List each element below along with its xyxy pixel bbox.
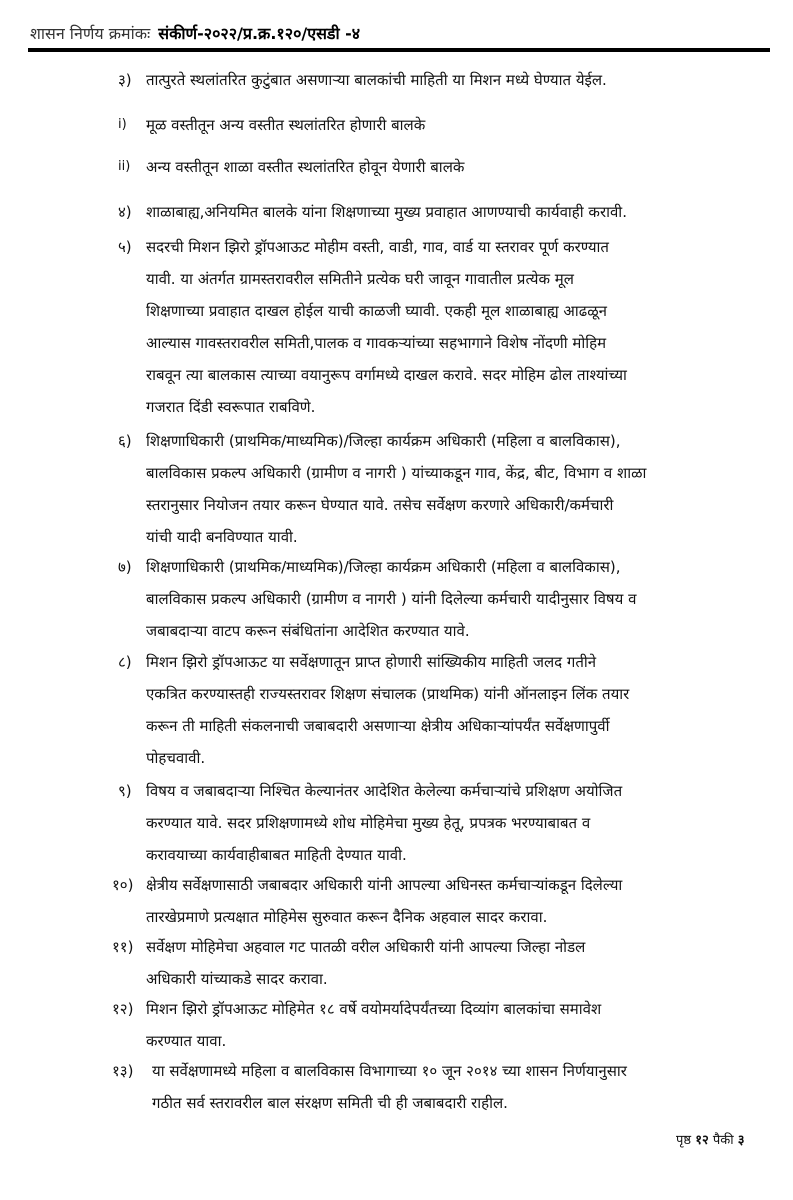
item-text-line: शिक्षणाच्या प्रवाहात दाखल होईल याची काळजी घ्यावी. एकही मूल शाळाबाह्य आढळून [146,302,607,320]
item-text-line: या सर्वेक्षणामध्ये महिला व बालविकास विभागाच्या १० जून २०१४ च्या शासन निर्णयानुसार [152,1062,627,1080]
page-word: पृष्ठ [676,1133,692,1148]
item-text-line: शिक्षणाधिकारी (प्राथमिक/माध्यमिक)/जिल्हा कार्यक्रम अधिकारी (महिला व बालविकास), [146,558,621,576]
gr-reference-number: संकीर्ण-२०२२/प्र.क्र.१२०/एसडी -४ [158,24,361,43]
item-text-line: शाळाबाह्य,अनियमित बालके यांना शिक्षणाच्या मुख्य प्रवाहात आणण्याची कार्यवाही करावी. [146,203,627,221]
item-text-line: जबाबदाऱ्या वाटप करून संबंधितांना आदेशित करण्यात यावे. [146,622,470,640]
item-text-line: करावयाच्या कार्यवाहीबाबत माहिती देण्यात यावी. [146,846,407,864]
item-text-line: एकत्रित करण्यास्तही राज्यस्तरावर शिक्षण संचालक (प्राथमिक) यांनी ऑनलाइन लिंक तयार [146,685,630,703]
header-rule [28,48,770,52]
item-text-line: सदरची मिशन झिरो ड्रॉपआऊट मोहीम वस्ती, वाडी, गाव, वार्ड या स्तरावर पूर्ण करण्यात [146,238,609,256]
item-text-line: मिशन झिरो ड्रॉपआऊट या सर्वेक्षणातून प्राप्त होणारी सांख्यिकीय माहिती जलद गतीने [146,653,597,671]
gr-number-label: शासन निर्णय क्रमांकः [30,24,151,43]
item-text-line: मूळ वस्तीतून अन्य वस्तीत स्थलांतरित होणारी बालके [146,116,426,134]
page-footer [676,1130,745,1148]
item-text-line: विषय व जबाबदाऱ्या निश्चित केल्यानंतर आदेशित केलेल्या कर्मचाऱ्यांचे प्रशिक्षण अयोजित [146,782,623,800]
of-word: पैकी [712,1133,734,1148]
item-number: ११) [112,938,134,956]
item-number: १०) [112,876,134,894]
item-text-line: गठीत सर्व स्तरावरील बाल संरक्षण समिती ची ही जबाबदारी राहील. [152,1094,508,1112]
item-number: ४) [118,203,132,221]
item-text-line: क्षेत्रीय सर्वेक्षणासाठी जबाबदार अधिकारी यांनी आपल्या अधिनस्त कर्मचाऱ्यांकडून दिलेल्या [146,876,623,894]
item-text-line: तारखेप्रमाणे प्रत्यक्षात मोहिमेस सुरुवात करून दैनिक अहवाल सादर करावा. [146,908,548,926]
item-text-line: शिक्षणाधिकारी (प्राथमिक/माध्यमिक)/जिल्हा कार्यक्रम अधिकारी (महिला व बालविकास), [146,432,621,450]
item-number: ९) [118,782,132,800]
item-text-line: अन्य वस्तीतून शाळा वस्तीत स्थलांतरित होवून येणारी बालके [146,158,465,176]
item-text-line: बालविकास प्रकल्प अधिकारी (ग्रामीण व नागरी ) यांच्याकडून गाव, केंद्र, बीट, विभाग व शाळा [146,464,647,482]
item-number: ii) [118,159,131,174]
page-current: ३ [737,1133,745,1148]
item-text-line: अधिकारी यांच्याकडे सादर करावा. [146,970,328,988]
item-number: ३) [118,71,132,89]
item-text-line: पोहचवावी. [146,749,206,767]
item-text-line: करून ती माहिती संकलनाची जबाबदारी असणाऱ्या क्षेत्रीय अधिकाऱ्यांपर्यंत सर्वेक्षणापुर्वी [146,717,610,735]
item-text-line: राबवून त्या बालकास त्याच्या वयानुरूप वर्गामध्ये दाखल करावे. सदर मोहिम ढोल ताश्यांच्या [146,366,627,384]
item-text-line: गजरात दिंडी स्वरूपात राबविणे. [146,398,316,416]
item-number: ६) [118,432,132,450]
item-text-line: मिशन झिरो ड्रॉपआऊट मोहिमेत १८ वर्षे वयोमर्यादेपर्यंतच्या दिव्यांग बालकांचा समावेश [146,1000,602,1018]
item-text-line: बालविकास प्रकल्प अधिकारी (ग्रामीण व नागरी ) यांनी दिलेल्या कर्मचारी यादीनुसार विषय व [146,590,637,608]
item-text-line: आल्यास गावस्तरावरील समिती,पालक व गावकऱ्यांच्या सहभागाने विशेष नोंदणी मोहिम [146,334,607,352]
item-text-line: तात्पुरते स्थलांतरित कुटुंबात असणाऱ्या बालकांची माहिती या मिशन मध्ये घेण्यात येईल. [146,71,607,89]
item-text-line: करण्यात यावा. [146,1032,227,1050]
item-text-line: यांची यादी बनविण्यात यावी. [146,528,298,546]
item-text-line: स्तरानुसार नियोजन तयार करून घेण्यात यावे. तसेच सर्वेक्षण करणारे अधिकारी/कर्मचारी [146,496,614,514]
item-number: i) [118,117,127,132]
item-text-line: यावी. या अंतर्गत ग्रामस्तरावरील समितीने प्रत्येक घरी जावून गावातील प्रत्येक मूल [146,270,574,288]
item-number: ५) [118,238,132,256]
item-text-line: करण्यात यावे. सदर प्रशिक्षणामध्ये शोध मोहिमेचा मुख्य हेतू, प्रपत्रक भरण्याबाबत व [146,814,591,832]
item-number: ७) [118,558,132,576]
item-number: ८) [118,653,132,671]
item-number: १३) [112,1062,134,1080]
item-text-line: सर्वेक्षण मोहिमेचा अहवाल गट पातळी वरील अधिकारी यांनी आपल्या जिल्हा नोडल [146,938,586,956]
document-header [30,22,770,44]
item-number: १२) [112,1000,134,1018]
page-total: १२ [695,1133,709,1148]
